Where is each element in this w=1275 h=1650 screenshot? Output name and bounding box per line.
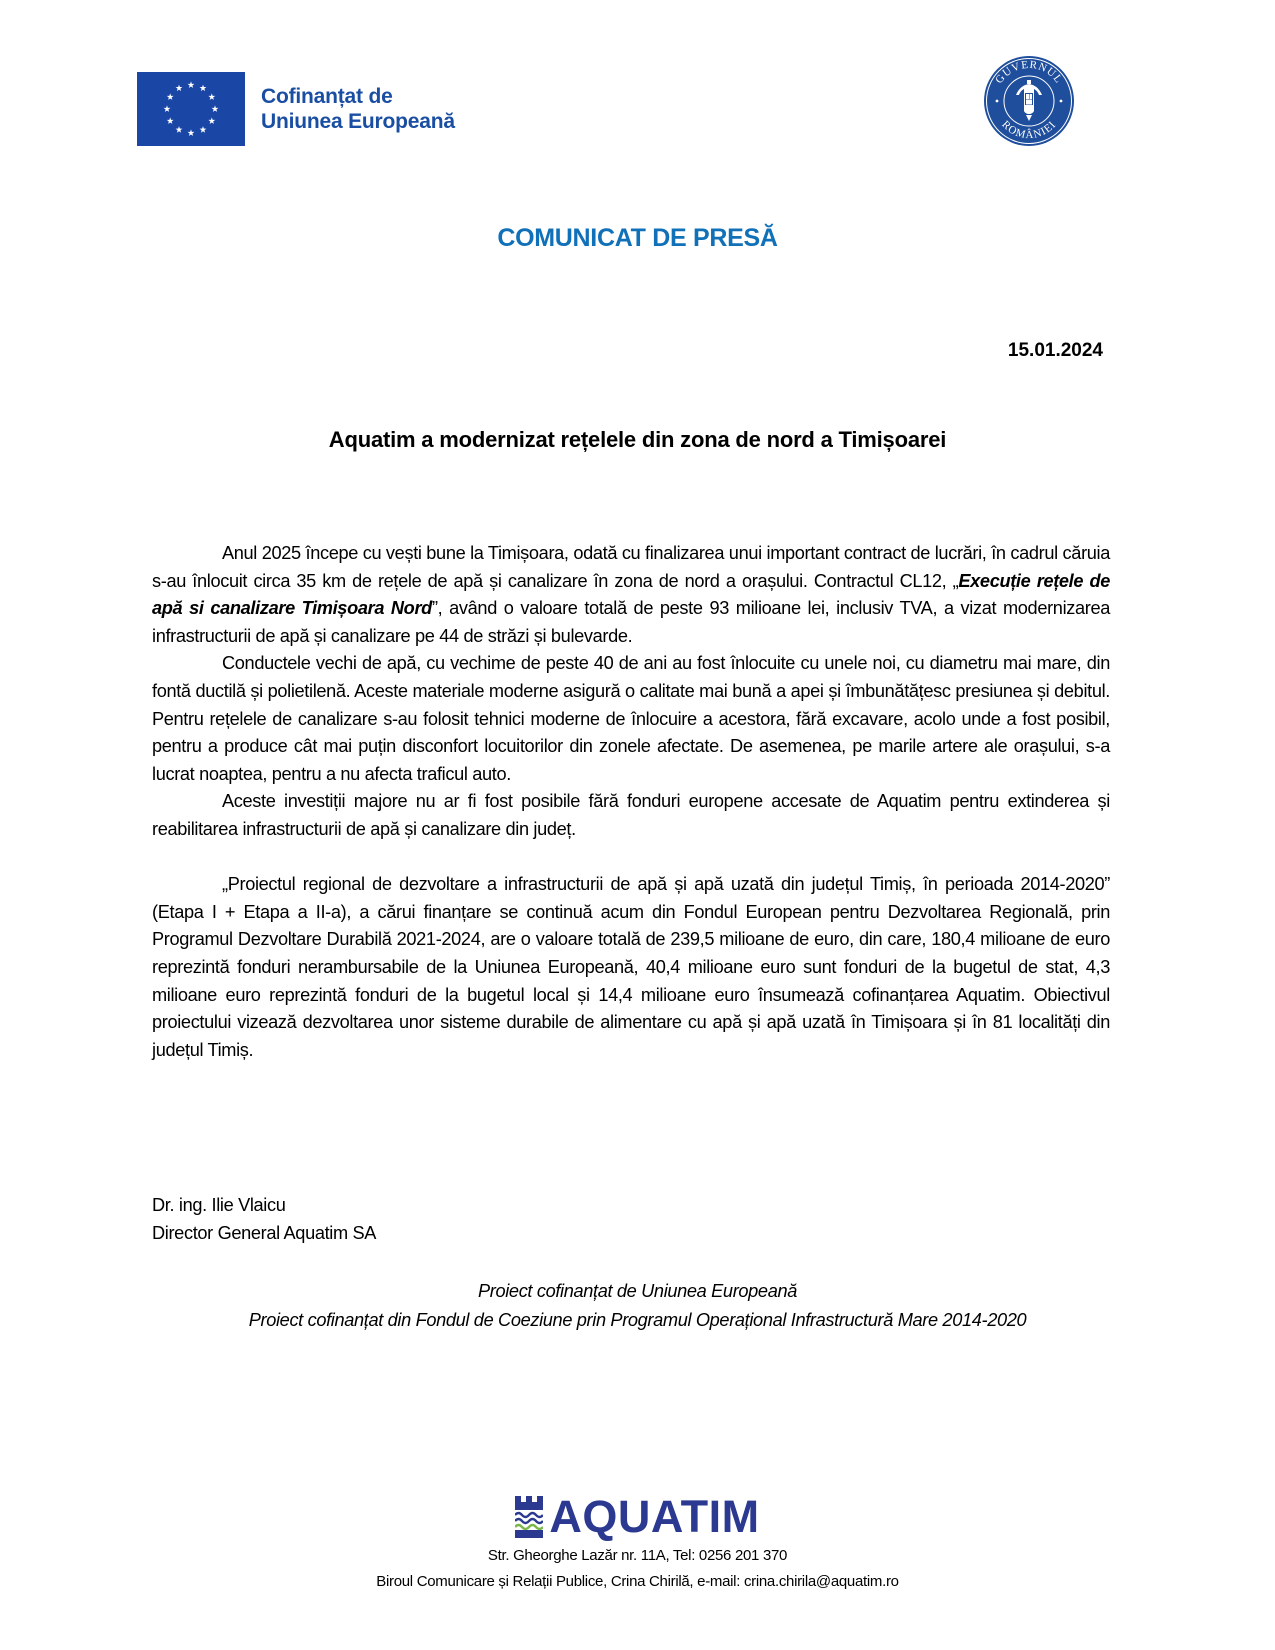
contact-footer xyxy=(0,1543,1275,1595)
body-paragraph-1-text: Anul 2025 începe cu vești bune la Timișoara, odată cu finalizarea unui important contract de lucrări, în cadrul căruia s-au înlocuit circa 35 km de rețele de apă și canalizare în zona de nord a orașului. Contractul CL12, „ xyxy=(152,543,1110,591)
eu-star-icon xyxy=(167,117,174,124)
eu-flag-icon xyxy=(137,72,245,146)
press-release-title: COMUNICAT DE PRESĂ xyxy=(497,224,778,252)
eu-star-icon xyxy=(208,117,215,124)
aquatim-tower-waves-icon xyxy=(515,1496,543,1538)
body-paragraph-4: „Proiectul regional de dezvoltare a infrastructurii de apă și apă uzată din județul Timiș, în perioada 2014-2020” (Etapa I + Etapa a II-a), a cărui finanțare se continuă acum din Fondul European pentru Dezvoltarea Regională, prin Programul Dezvoltare Durabilă 2021-2024, are o valoare totală de 239,5 milioane de euro, din care, 180,4 milioane de euro reprezintă fonduri nerambursabile de la Uniunea Europeană, 40,4 milioane euro sunt fonduri de la bugetul de stat, 4,3 milioane euro reprezintă fonduri de la bugetul local și 14,4 milioane euro însumează cofinanțarea Aquatim. Obiectivul proiectului vizează dezvoltarea unor sisteme durabile de alimentare cu apă și apă uzată în Timișoara și în 81 localități din județul Timiș. xyxy=(152,874,1110,1060)
aquatim-wordmark: AQUATIM xyxy=(549,1491,760,1542)
eu-cofunding-text xyxy=(261,84,455,134)
aquatim-logo xyxy=(0,1491,1275,1542)
eu-star-icon xyxy=(200,85,207,92)
eu-star-icon xyxy=(176,85,183,92)
contact-address: Str. Gheorghe Lazăr nr. 11A, Tel: 0256 201 370 xyxy=(487,1547,788,1564)
funding-line-1: Proiect cofinanțat de Uniunea Europeană xyxy=(477,1281,797,1301)
seal-bottom-text: ROMÂNIEI xyxy=(999,118,1059,142)
eu-text-line1: Cofinanțat de xyxy=(261,85,393,108)
body-paragraph-3: Aceste investiții majore nu ar fi fost posibile fără fonduri europene accesate de Aquatim pentru extinderea și reabilitarea infrastructurii de apă și canalizare din județ. xyxy=(152,791,1110,839)
article-body xyxy=(152,540,1110,1064)
release-date: 15.01.2024 xyxy=(1007,340,1103,361)
eu-star-icon xyxy=(176,126,183,133)
signature-block xyxy=(152,1192,376,1247)
funding-line-2: Proiect cofinanțat din Fondul de Coeziune prin Programul Operațional Infrastructură Mare 2014-2020 xyxy=(248,1310,1027,1330)
eu-star-icon xyxy=(200,126,207,133)
eu-star-icon xyxy=(188,81,195,88)
contact-communication-office: Biroul Comunicare și Relații Publice, Crina Chirilă, e-mail: crina.chirila@aquatim.ro xyxy=(376,1573,899,1590)
eu-star-icon xyxy=(212,105,219,112)
body-paragraph-1-text-cont: ”, având o valoare totală de peste 93 milioane lei, inclusiv TVA, a vizat modernizarea infrastructurii de apă și canalizare pe 44 de străzi și bulevarde. xyxy=(152,598,1110,646)
eu-star-icon xyxy=(188,129,195,136)
article-headline: Aquatim a modernizat rețelele din zona de nord a Timișoarei xyxy=(328,427,947,452)
eu-star-icon xyxy=(208,93,215,100)
contract-name: Execuție rețele de apă si canalizare Timișoara Nord xyxy=(152,570,1110,619)
eu-star-icon xyxy=(164,105,171,112)
body-paragraph-1 xyxy=(152,540,1110,650)
signatory-name: Dr. ing. Ilie Vlaicu xyxy=(152,1195,286,1215)
seal-top-text: GUVERNUL xyxy=(993,58,1065,86)
body-paragraph-2: Conductele vechi de apă, cu vechime de peste 40 de ani au fost înlocuite cu unele noi, cu diametru mai mare, din fontă ductilă și polietilenă. Aceste materiale moderne asigură o calitate mai bună a apei și îmbunătățesc presiunea și debitul. Pentru rețelele de canalizare s-au folosit tehnici moderne de înlocuire a acestora, fără excavare, acolo unde a fost posibil, pentru a produce cât mai puțin disconfort locuitorilor din zonele afectate. De asemenea, pe marile artere ale orașului, s-a lucrat noaptea, pentru a nu afecta traficul auto. xyxy=(152,653,1110,784)
funding-note xyxy=(0,1277,1275,1335)
eu-star-icon xyxy=(167,93,174,100)
eu-cofunding-logo xyxy=(137,72,477,146)
eu-text-line2: Uniunea Europeană xyxy=(261,110,455,133)
signatory-role: Director General Aquatim SA xyxy=(152,1222,377,1243)
romanian-government-seal-icon xyxy=(983,55,1075,147)
